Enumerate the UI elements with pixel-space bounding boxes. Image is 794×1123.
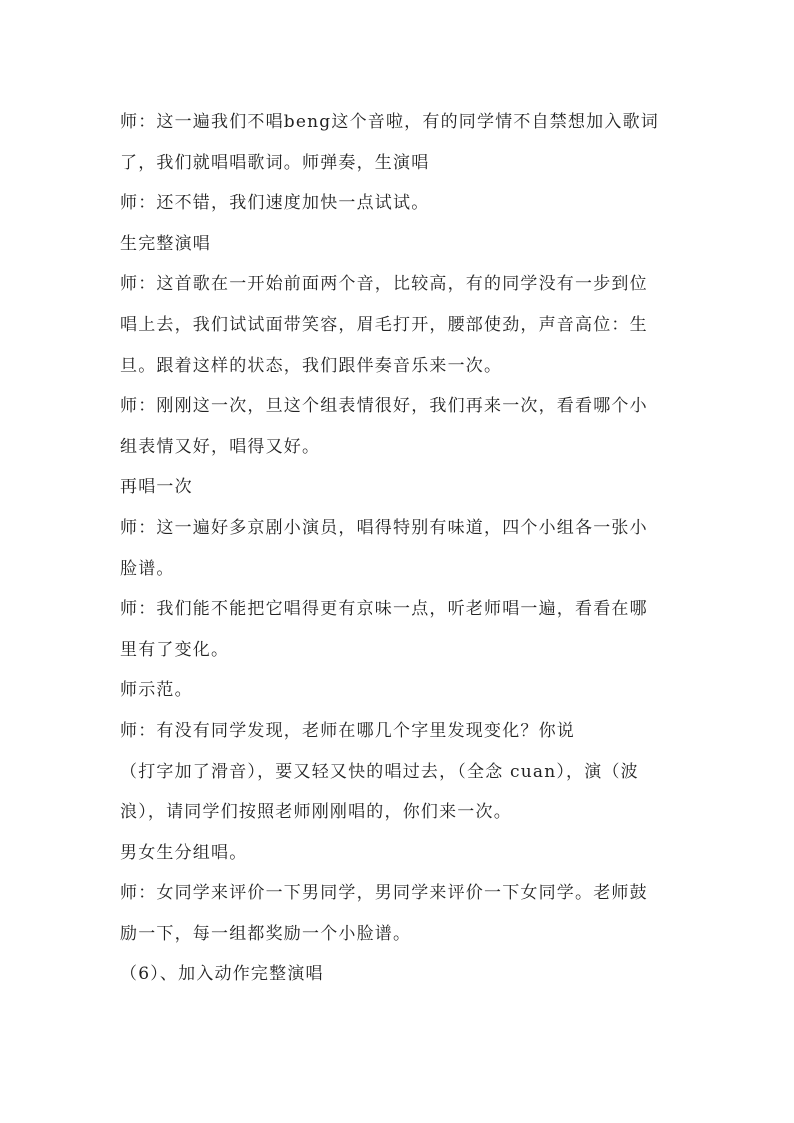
text-line-18: 浪），请同学们按照老师刚刚唱的，你们来一次。 <box>120 802 512 823</box>
text-line-12: 脸谱。 <box>120 558 175 579</box>
text-line-4: 生完整演唱 <box>120 233 211 254</box>
text-line-7: 旦。跟着这样的状态，我们跟伴奏音乐来一次。 <box>120 355 503 376</box>
text-line-14: 里有了变化。 <box>120 639 230 660</box>
text-line-21: 励一下，每一组都奖励一个小脸谱。 <box>120 923 412 944</box>
text-line-22: （6）、加入动作完整演唱 <box>120 964 324 985</box>
document-body <box>120 102 680 995</box>
text-line-13: 师：我们能不能把它唱得更有京味一点，听老师唱一遍，看看在哪 <box>120 599 648 620</box>
text-line-16: 师：有没有同学发现，老师在哪几个字里发现变化？你说 <box>120 720 575 741</box>
text-line-8: 师：刚刚这一次，旦这个组表情很好，我们再来一次，看看哪个小 <box>120 396 648 417</box>
text-line-1: 师：这一遍我们不唱beng这个音啦，有的同学情不自禁想加入歌词 <box>120 112 659 132</box>
text-line-10: 再唱一次 <box>120 477 193 498</box>
text-line-15: 师示范。 <box>120 680 193 701</box>
text-line-3: 师：还不错，我们速度加快一点试试。 <box>120 193 430 214</box>
text-line-6: 唱上去，我们试试面带笑容，眉毛打开，腰部使劲，声音高位：生 <box>120 314 648 335</box>
text-line-20: 师：女同学来评价一下男同学，男同学来评价一下女同学。老师鼓 <box>120 883 648 904</box>
text-line-17: （打字加了滑音），要又轻又快的唱过去，（全念 cuan），演（波 <box>120 761 639 782</box>
text-line-9: 组表情又好，唱得又好。 <box>120 436 321 457</box>
text-line-19: 男女生分组唱。 <box>120 842 248 863</box>
text-line-11: 师：这一遍好多京剧小演员，唱得特别有味道，四个小组各一张小 <box>120 517 648 538</box>
text-line-2: 了，我们就唱唱歌词。师弹奏，生演唱 <box>120 152 430 173</box>
text-line-5: 师：这首歌在一开始前面两个音，比较高，有的同学没有一步到位 <box>120 274 648 295</box>
